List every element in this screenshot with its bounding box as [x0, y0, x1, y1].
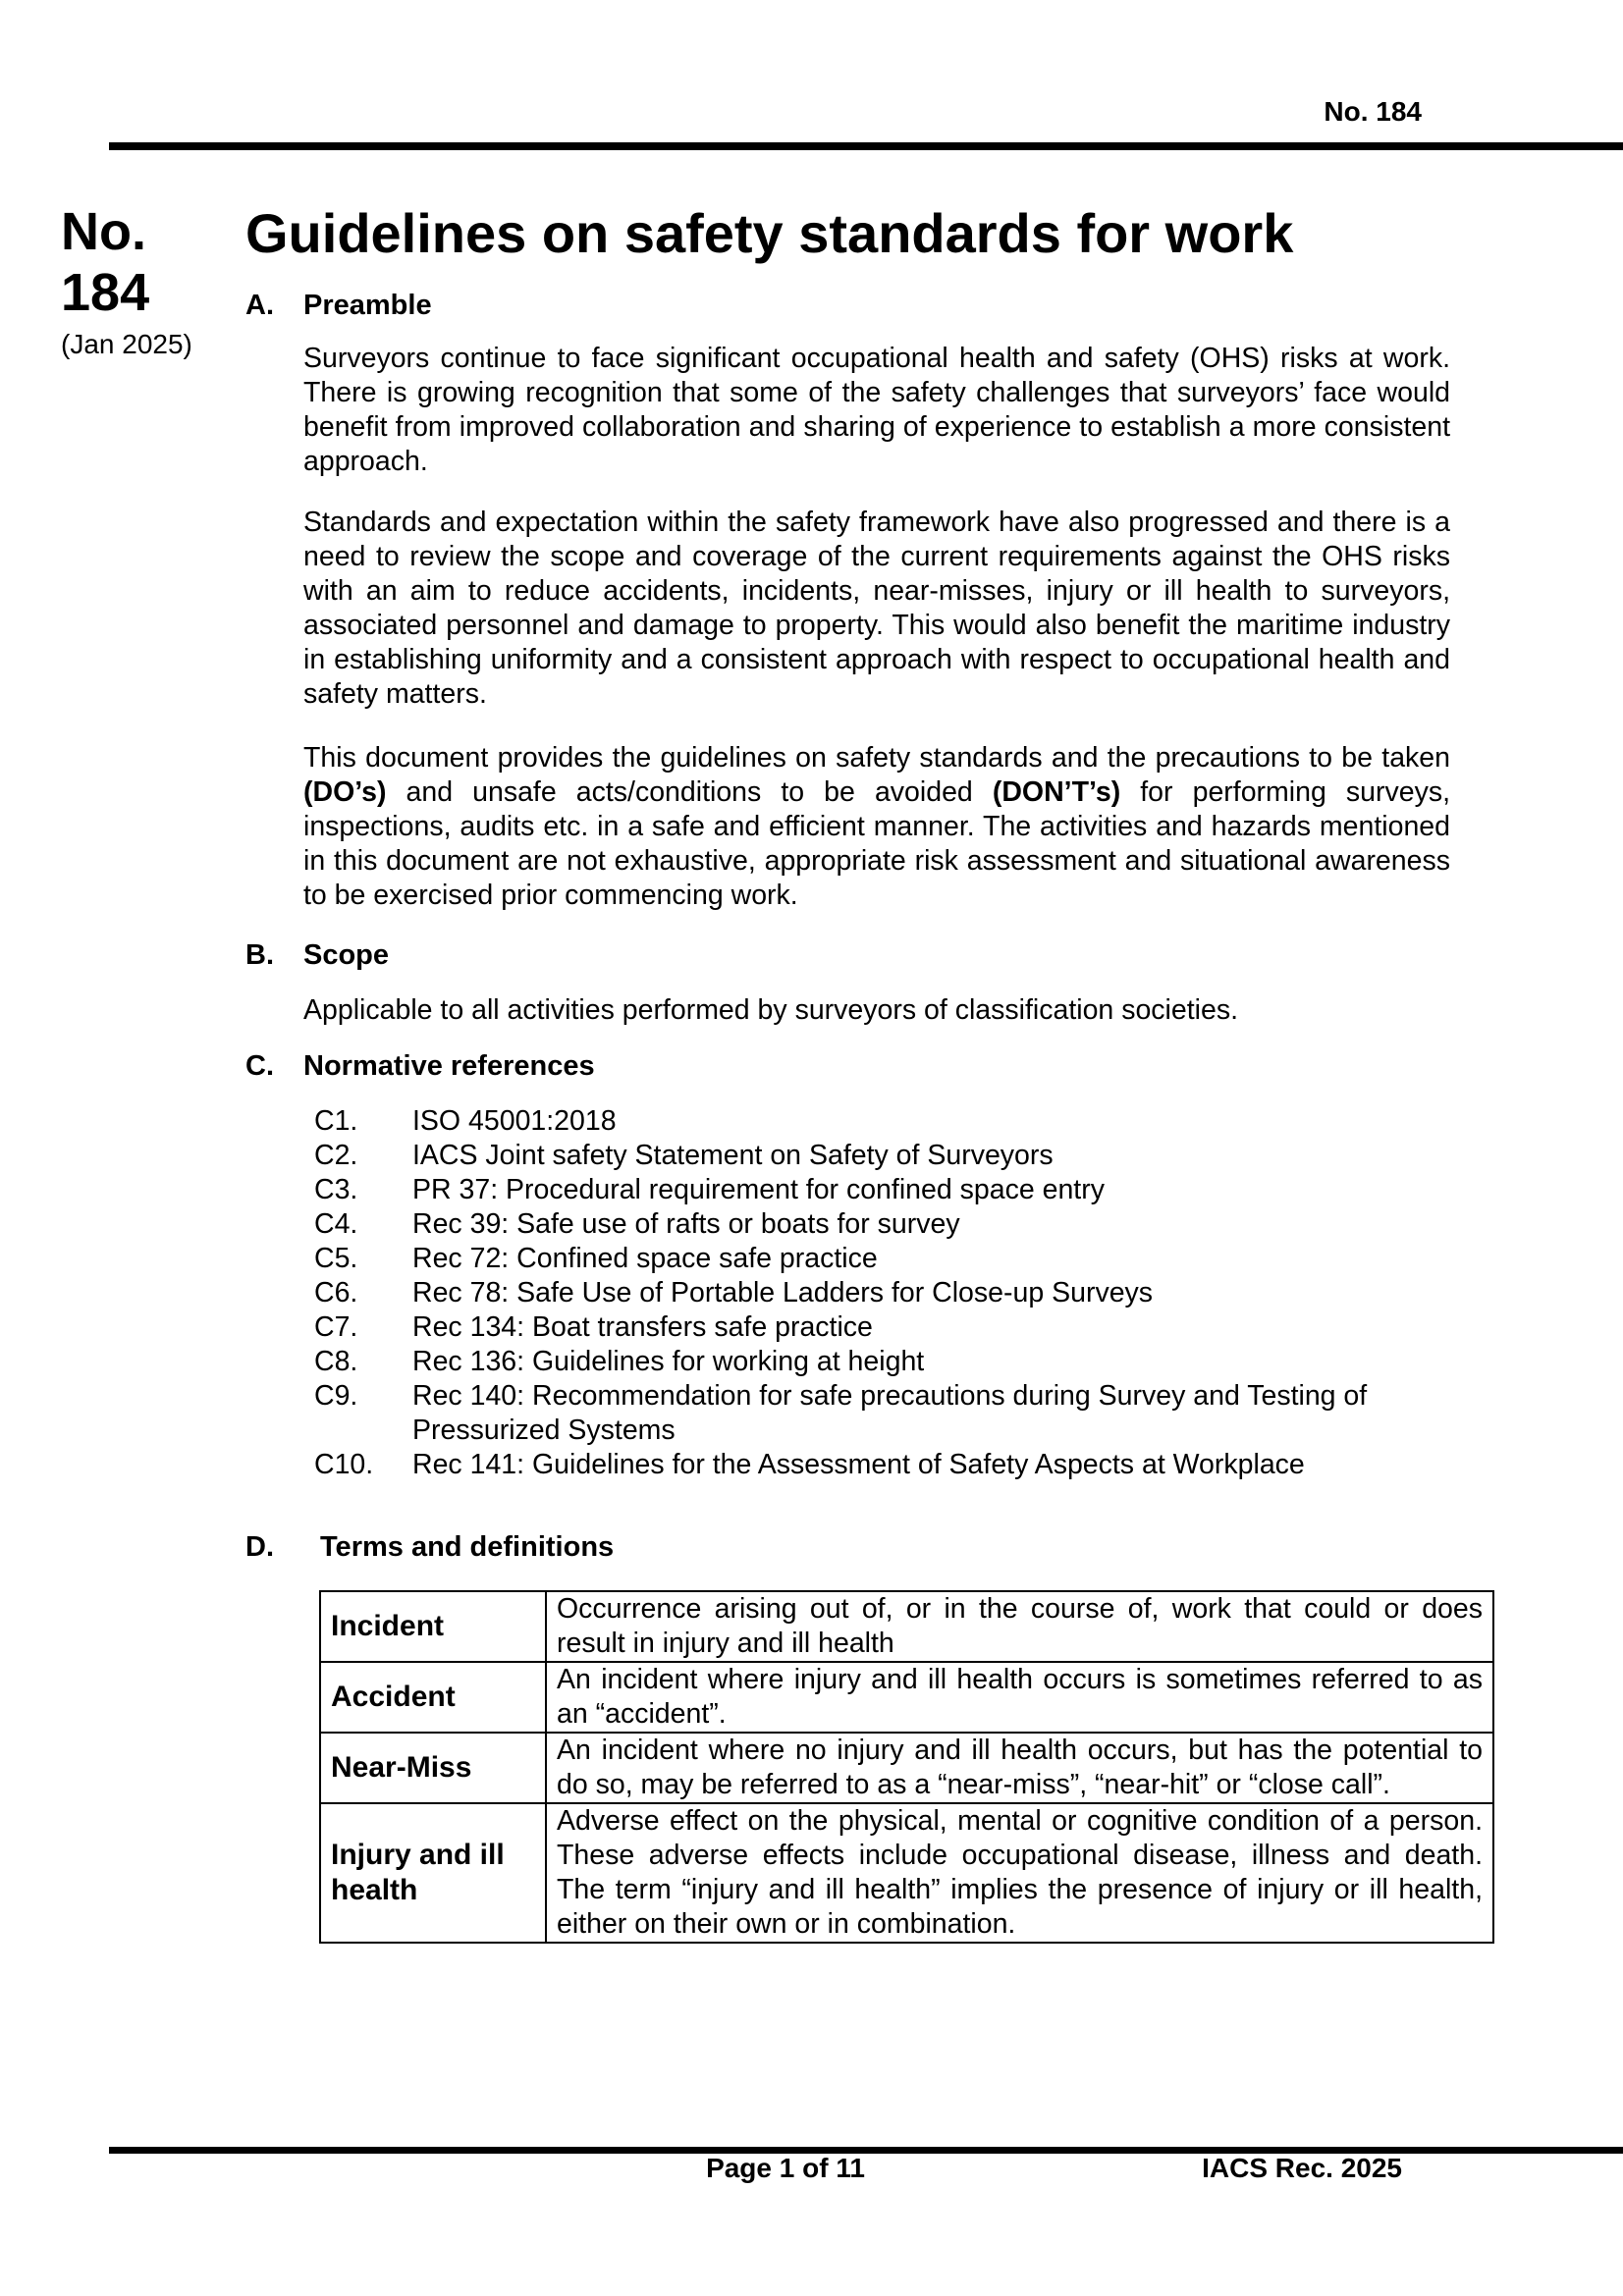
reference-code: C10. — [314, 1449, 374, 1480]
references-list — [314, 1104, 1473, 1482]
definition-cell: An incident where no injury and ill health occurs, but has the potential to do so, may be referred to as a “near-miss”, “near-hit” or “close call”. — [546, 1733, 1493, 1803]
side-document-number — [61, 201, 149, 323]
side-no-value: 184 — [61, 263, 150, 322]
definition-cell: An incident where injury and ill health occurs is sometimes referred to as an “accident”. — [546, 1662, 1493, 1733]
term-cell: Incident — [320, 1591, 546, 1662]
header-document-number: No. 184 — [1324, 96, 1422, 127]
reference-item — [314, 1104, 1473, 1139]
scope-paragraph: Applicable to all activities performed by surveyors of classification societies. — [303, 994, 1238, 1026]
section-a-letter: A. — [245, 290, 274, 321]
reference-item — [314, 1448, 1473, 1482]
preamble-p3-text-2: and unsafe acts/conditions to be avoided — [386, 776, 993, 808]
preamble-paragraph-3 — [303, 741, 1450, 913]
section-c-title: Normative references — [303, 1050, 595, 1082]
preamble-p3-dos: (DO’s) — [303, 776, 387, 808]
table-row — [320, 1662, 1493, 1733]
term-cell: Accident — [320, 1662, 546, 1733]
reference-item — [314, 1207, 1473, 1242]
side-no-label: No. — [61, 202, 146, 261]
reference-code: C3. — [314, 1174, 358, 1205]
reference-code: C8. — [314, 1346, 358, 1377]
table-row — [320, 1733, 1493, 1803]
reference-text: Rec 140: Recommendation for safe precautions during Survey and Testing of Pressurized Systems — [412, 1380, 1368, 1446]
page-title: Guidelines on safety standards for work — [245, 202, 1294, 264]
term-cell: Near-Miss — [320, 1733, 546, 1803]
header-rule — [109, 142, 1623, 150]
preamble-p3-text-1: This document provides the guidelines on safety standards and the precautions to be taken — [303, 742, 1450, 774]
table-row — [320, 1591, 1493, 1662]
reference-text: Rec 39: Safe use of rafts or boats for survey — [412, 1208, 960, 1240]
reference-text: IACS Joint safety Statement on Safety of Surveyors — [412, 1140, 1054, 1171]
section-b-title: Scope — [303, 939, 390, 971]
preamble-p3-text-3: for performing surveys, inspections, audits etc. in a safe and efficient manner. The activities and hazards mentioned in this document are not exhaustive, appropriate risk assessment and situational awareness to be exercised prior commencing work. — [303, 776, 1450, 911]
reference-text: Rec 72: Confined space safe practice — [412, 1243, 878, 1274]
reference-item — [314, 1310, 1473, 1345]
section-c-letter: C. — [245, 1050, 274, 1082]
section-d-title: Terms and definitions — [320, 1531, 615, 1563]
reference-item — [314, 1242, 1473, 1276]
reference-text: ISO 45001:2018 — [412, 1105, 617, 1137]
section-a-title: Preamble — [303, 290, 432, 321]
reference-item — [314, 1379, 1473, 1448]
preamble-p3-donts: (DON’T’s) — [992, 776, 1121, 808]
reference-code: C9. — [314, 1380, 358, 1412]
reference-code: C5. — [314, 1243, 358, 1274]
footer-page-number: Page 1 of 11 — [706, 2153, 865, 2183]
section-b-letter: B. — [245, 939, 274, 971]
table-row — [320, 1803, 1493, 1943]
reference-code: C4. — [314, 1208, 358, 1240]
preamble-paragraph-1: Surveyors continue to face significant occupational health and safety (OHS) risks at work. There is growing recognition that some of the safety challenges that surveyors’ face would benefit from improved collaboration and sharing of experience to establish a more consistent approach. — [303, 343, 1450, 477]
preamble-paragraph-2: Standards and expectation within the safety framework have also progressed and there is a need to review the scope and coverage of the current requirements against the OHS risks with an aim to reduce accidents, incidents, near-misses, injury or ill health to surveyors, associated personnel and damage to property. This would also benefit the maritime industry in establishing uniformity and a consistent approach with respect to occupational health and safety matters. — [303, 507, 1450, 710]
reference-item — [314, 1276, 1473, 1310]
footer-rec-label: IACS Rec. 2025 — [1202, 2153, 1402, 2183]
definition-cell: Adverse effect on the physical, mental or cognitive condition of a person. These adverse effects include occupational disease, illness and death. The term “injury and ill health” implies the presence of injury or ill health, either on their own or in combination. — [546, 1803, 1493, 1943]
reference-text: Rec 141: Guidelines for the Assessment of Safety Aspects at Workplace — [412, 1449, 1305, 1480]
reference-code: C6. — [314, 1277, 358, 1308]
side-date: (Jan 2025) — [61, 329, 192, 359]
reference-item — [314, 1345, 1473, 1379]
reference-code: C2. — [314, 1140, 358, 1171]
reference-code: C7. — [314, 1311, 358, 1343]
term-cell: Injury and ill health — [320, 1803, 546, 1943]
reference-text: PR 37: Procedural requirement for confined space entry — [412, 1174, 1105, 1205]
reference-text: Rec 136: Guidelines for working at height — [412, 1346, 925, 1377]
definitions-table — [319, 1590, 1494, 1944]
reference-text: Rec 134: Boat transfers safe practice — [412, 1311, 873, 1343]
reference-text: Rec 78: Safe Use of Portable Ladders for Close-up Surveys — [412, 1277, 1154, 1308]
definition-cell: Occurrence arising out of, or in the course of, work that could or does result in injury and ill health — [546, 1591, 1493, 1662]
reference-item — [314, 1173, 1473, 1207]
reference-item — [314, 1139, 1473, 1173]
reference-code: C1. — [314, 1105, 358, 1137]
section-d-letter: D. — [245, 1531, 274, 1563]
